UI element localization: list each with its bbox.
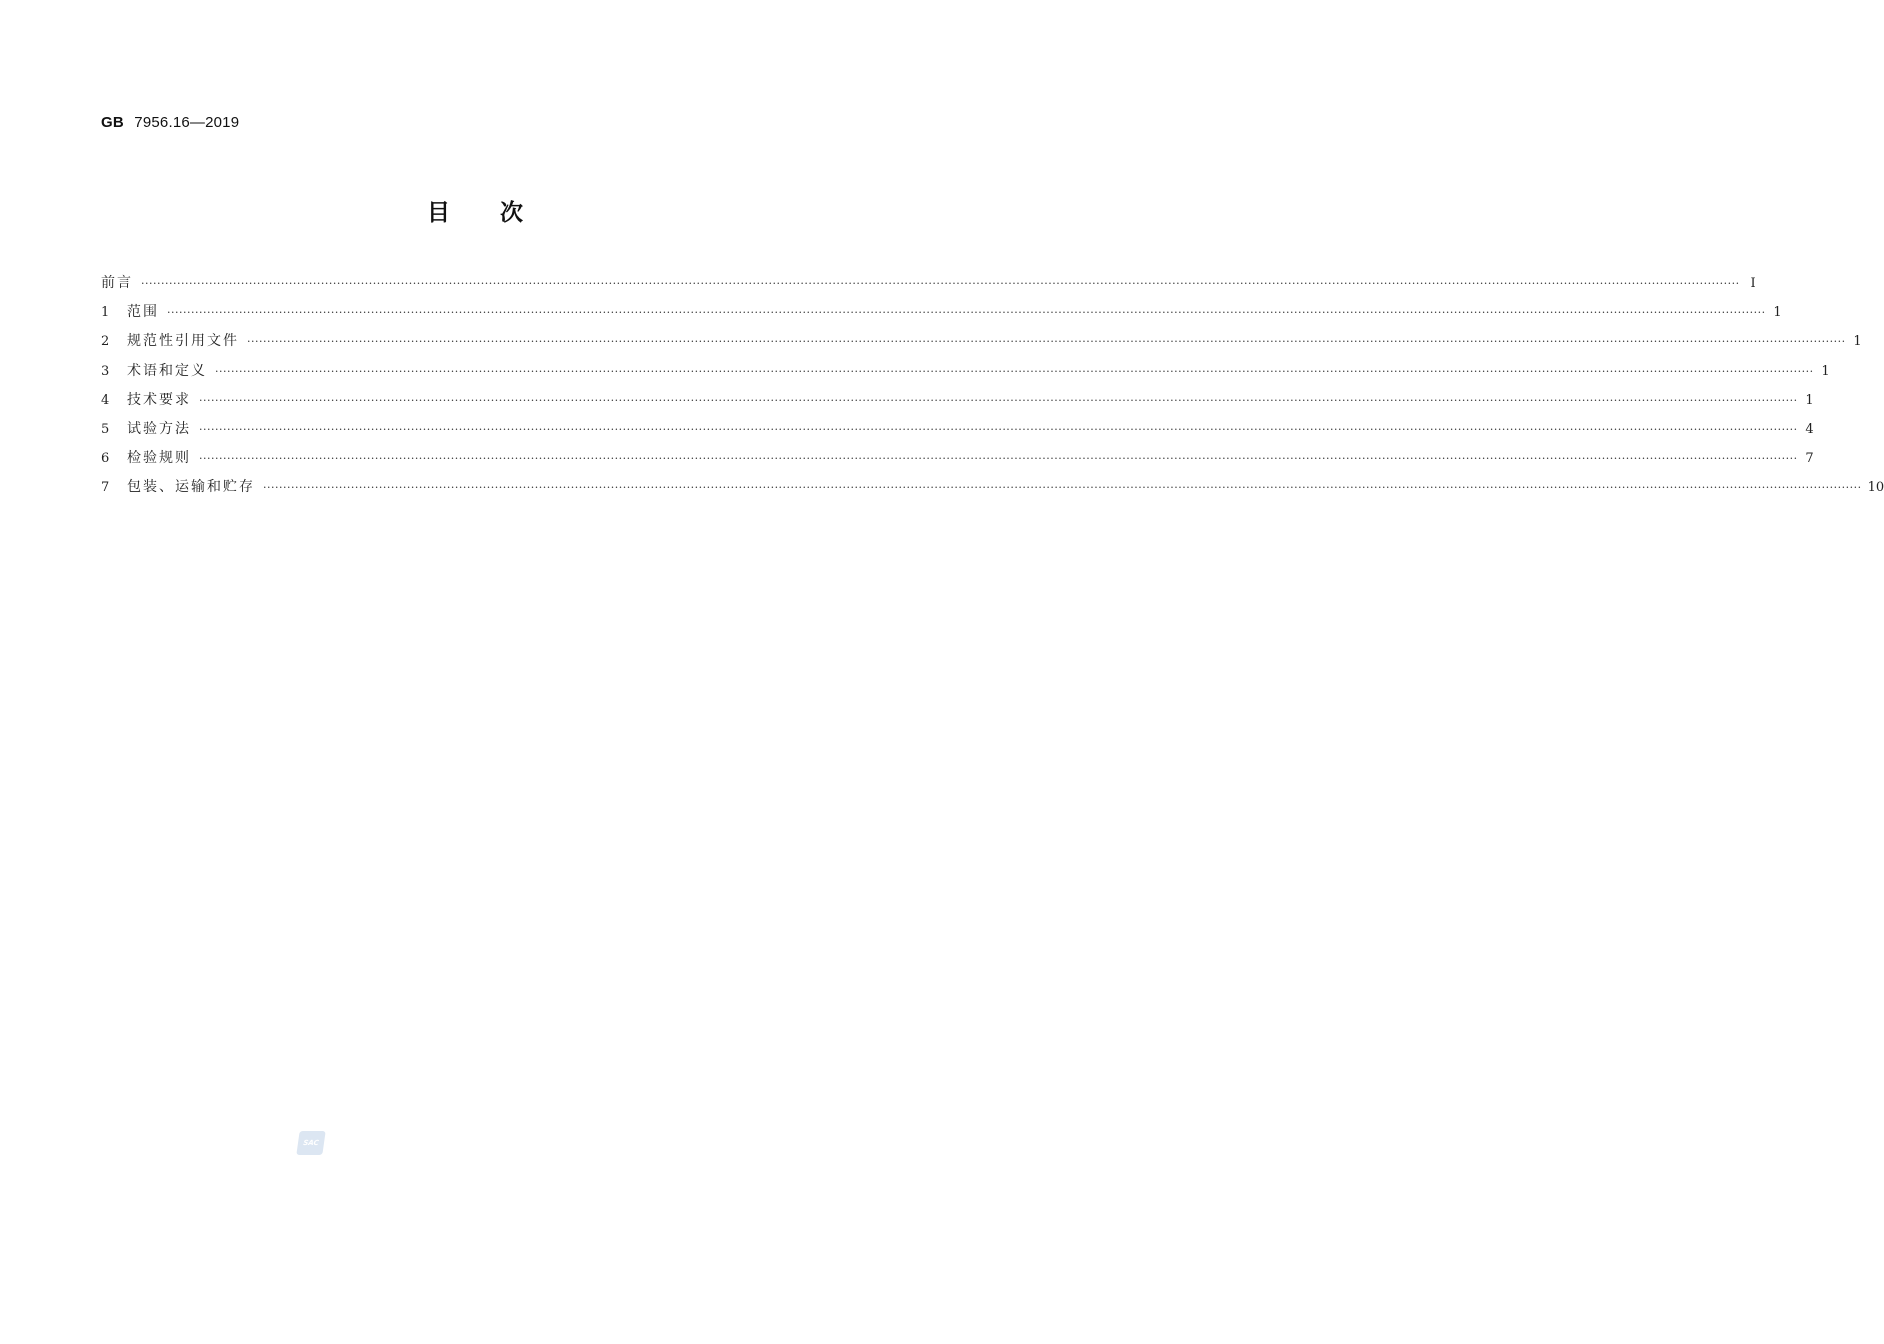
toc-entry-page: 10 [1867, 480, 1884, 496]
toc-entry-label: 术语和定义 [127, 362, 207, 379]
toc-entry-number: 2 [101, 334, 110, 350]
toc-entry-terms-definitions[interactable] [101, 360, 1830, 389]
toc-entry-page: 1 [1805, 392, 1814, 408]
dot-leader: ················································································································································································································································································································································································································ [247, 335, 1846, 349]
standard-number-header [101, 114, 239, 131]
toc-entry-label: 范围 [127, 304, 159, 321]
toc-entry-inspection-rules[interactable] [101, 447, 1814, 476]
dot-leader: ················································································································································································································································································································································································································ [199, 393, 1798, 407]
toc-entry-number: 5 [101, 421, 110, 437]
toc-entry-test-methods[interactable] [101, 418, 1814, 447]
toc-entry-technical-requirements[interactable] [101, 389, 1814, 418]
toc-entry-packaging-transport-storage[interactable] [101, 476, 1884, 505]
dot-leader: ················································································································································································································································································································································································································ [199, 422, 1798, 436]
toc-entry-number: 4 [101, 392, 110, 408]
toc-entry-foreword[interactable] [101, 272, 1756, 301]
toc-entry-scope[interactable] [101, 301, 1782, 330]
toc-entry-number: 6 [101, 451, 110, 467]
toc-entry-label: 检验规则 [127, 450, 191, 467]
toc-entry-page: 1 [1853, 334, 1862, 350]
toc-entry-label: 试验方法 [127, 420, 191, 437]
toc-entry-page: Ⅰ [1750, 276, 1756, 291]
dot-leader: ················································································································································································································································································································································································································ [215, 364, 1814, 378]
toc-entry-page: 4 [1805, 421, 1814, 437]
toc-entry-page: 7 [1805, 451, 1814, 467]
table-of-contents [101, 272, 1884, 506]
dot-leader: ················································································································································································································································································································································································································ [167, 306, 1766, 320]
watermark-text: SAC [302, 1139, 320, 1147]
dot-leader: ················································································································································································································································································································································································································ [141, 277, 1740, 290]
dot-leader: ················································································································································································································································································································································································································ [199, 452, 1798, 466]
toc-entry-number: 7 [101, 480, 110, 496]
toc-entry-page: 1 [1773, 305, 1782, 321]
sac-watermark-logo [296, 1131, 325, 1155]
toc-entry-number: 1 [101, 305, 110, 321]
standard-prefix: GB [101, 114, 124, 131]
toc-entry-number: 3 [101, 363, 110, 379]
toc-entry-label: 规范性引用文件 [127, 333, 239, 350]
toc-entry-label: 前言 [101, 275, 133, 291]
dot-leader: ················································································································································································································································································································································································································ [263, 481, 1862, 495]
standard-number: 7956.16—2019 [134, 114, 240, 131]
toc-entry-label: 技术要求 [127, 391, 191, 408]
page-title: 目次 [427, 200, 573, 226]
toc-entry-page: 1 [1821, 363, 1830, 379]
toc-entry-label: 包装、运输和贮存 [127, 479, 255, 496]
toc-entry-normative-references[interactable] [101, 330, 1862, 359]
